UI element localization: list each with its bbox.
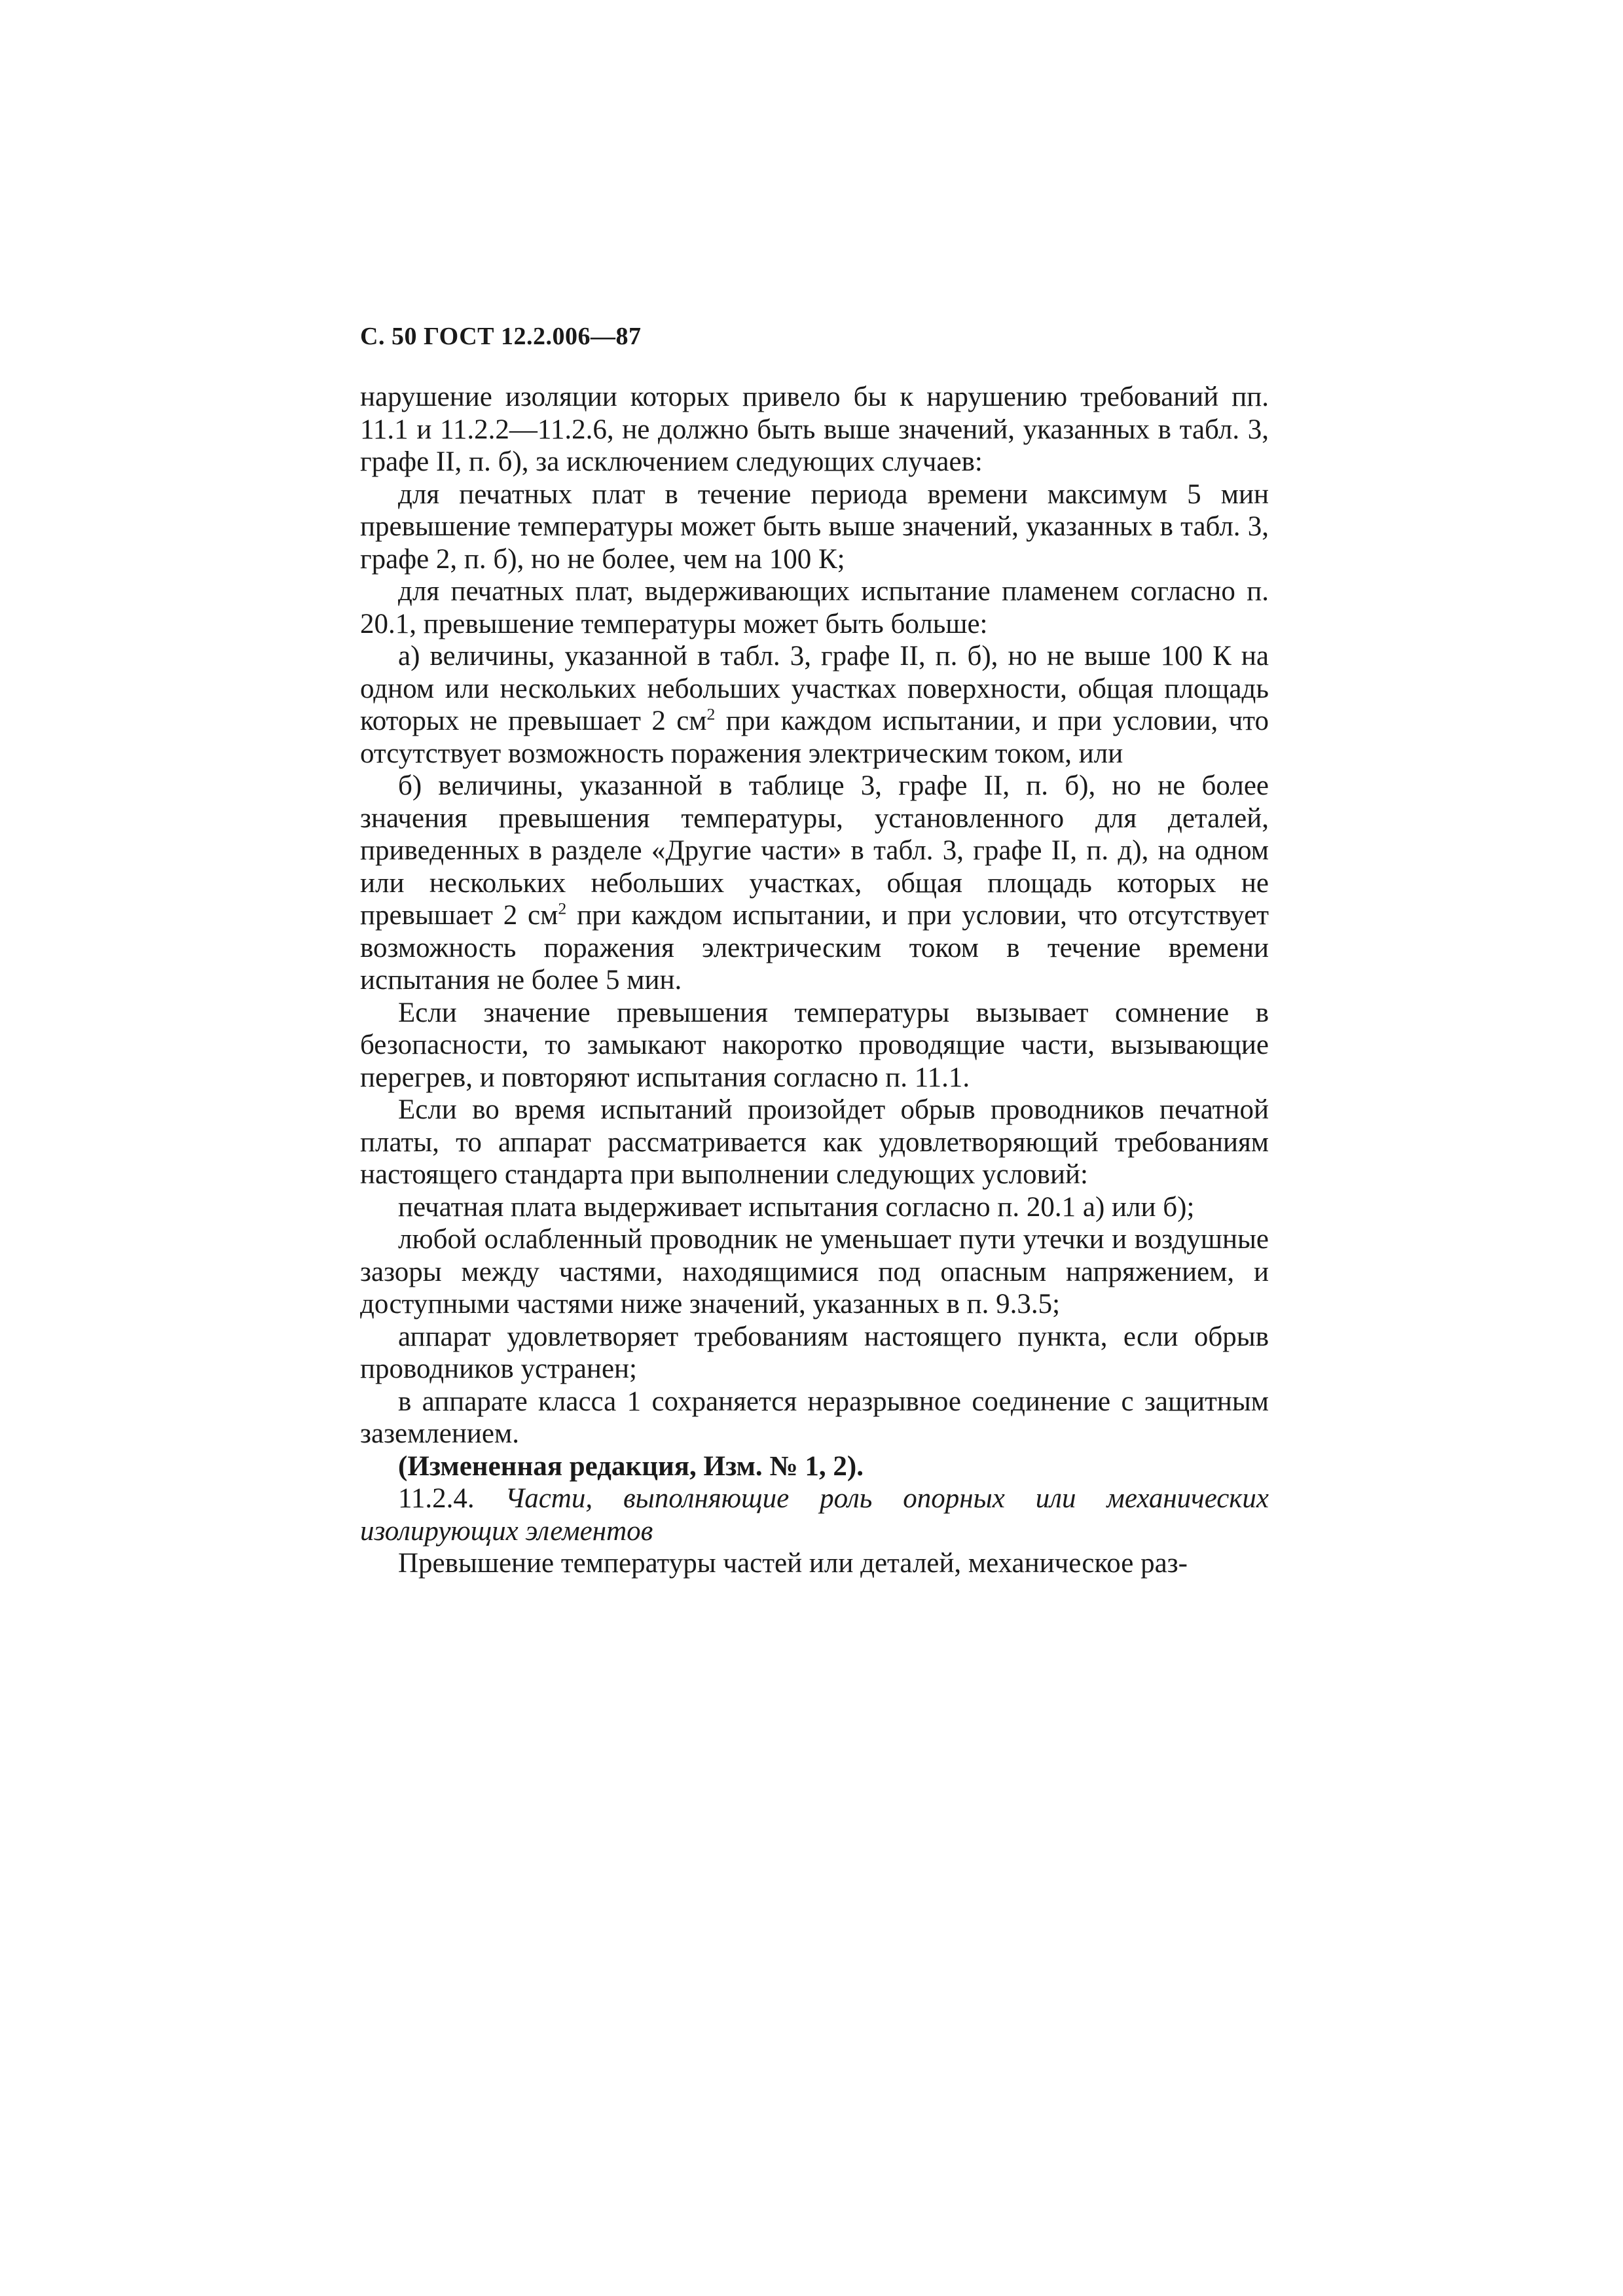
document-body	[360, 381, 1269, 1580]
paragraph-continuation: нарушение изоляции которых привело бы к нарушению требований пп. 11.1 и 11.2.2—11.2.6, не должно быть выше значений, указанных в табл. 3, графе II, п. б), за исключением следующих случаев:	[360, 382, 1269, 477]
paragraph-conductor-break: Если во время испытаний произойдет обрыв проводников печатной платы, то аппарат рассматривается как удовлетворяющий требованиям настоящего стандарта при выполнении следующих условий:	[360, 1094, 1269, 1190]
paragraph-condition-4: в аппарате класса 1 сохраняется неразрывное соединение с защитным заземлением.	[360, 1386, 1269, 1449]
item-b-text-cont: при каждом испытании, и при условии, что отсутствует возможность поражения электрическим током в течение времени испытания не более 5 мин.	[360, 900, 1269, 996]
paragraph-flame-test: для печатных плат, выдерживающих испытание пламенем согласно п. 20.1, превышение температуры может быть больше:	[360, 576, 1269, 639]
item-a-superscript: 2	[706, 704, 716, 724]
paragraph-item-a	[360, 640, 1269, 770]
paragraph-last: Превышение температуры частей или деталей, механическое раз-	[398, 1548, 1188, 1579]
page-header: С. 50 ГОСТ 12.2.006—87	[360, 323, 642, 350]
item-a-text: а) величины, указанной в табл. 3, графе II, п. б), но не выше 100 К на одном или нескольких небольших участках поверхности, общая площадь которых не превышает 2 см	[360, 641, 1269, 736]
paragraph-condition-2: любой ослабленный проводник не уменьшает пути утечки и воздушные зазоры между частями, находящимися под опасным напряжением, и доступными частями ниже значений, указанных в п. 9.3.5;	[360, 1224, 1269, 1319]
item-b-superscript: 2	[558, 899, 567, 918]
paragraph-condition-3: аппарат удовлетворяет требованиям настоящего пункта, если обрыв проводников устранен;	[360, 1321, 1269, 1384]
paragraph-doubt: Если значение превышения температуры вызывает сомнение в безопасности, то замыкают накоротко проводящие части, вызывающие перегрев, и повторяют испытания согласно п. 11.1.	[360, 997, 1269, 1093]
paragraph-item-b	[360, 770, 1269, 997]
section-title: Части, выполняющие роль опорных или механических изолирующих элементов	[360, 1483, 1269, 1547]
item-b-text: б) величины, указанной в таблице 3, графе II, п. б), но не более значения превышения температуры, установленного для деталей, приведенных в разделе «Другие части» в табл. 3, графе II, п. д), на одном или нескольких небольших участках, общая площадь которых не превышает 2 см	[360, 770, 1269, 931]
revision-note: (Измененная редакция, Изм. № 1, 2).	[398, 1450, 864, 1482]
item-a-text-cont: при каждом испытании, и при условии, что отсутствует возможность поражения электрическим током, или	[360, 706, 1269, 769]
section-heading	[360, 1482, 1269, 1547]
paragraph-printed-boards-5min: для печатных плат в течение периода времени максимум 5 мин превышение температуры может быть выше значений, указанных в табл. 3, графе 2, п. б), но не более, чем на 100 К;	[360, 478, 1269, 575]
paragraph-condition-1: печатная плата выдерживает испытания согласно п. 20.1 а) или б);	[398, 1191, 1195, 1223]
section-number: 11.2.4.	[398, 1483, 475, 1514]
